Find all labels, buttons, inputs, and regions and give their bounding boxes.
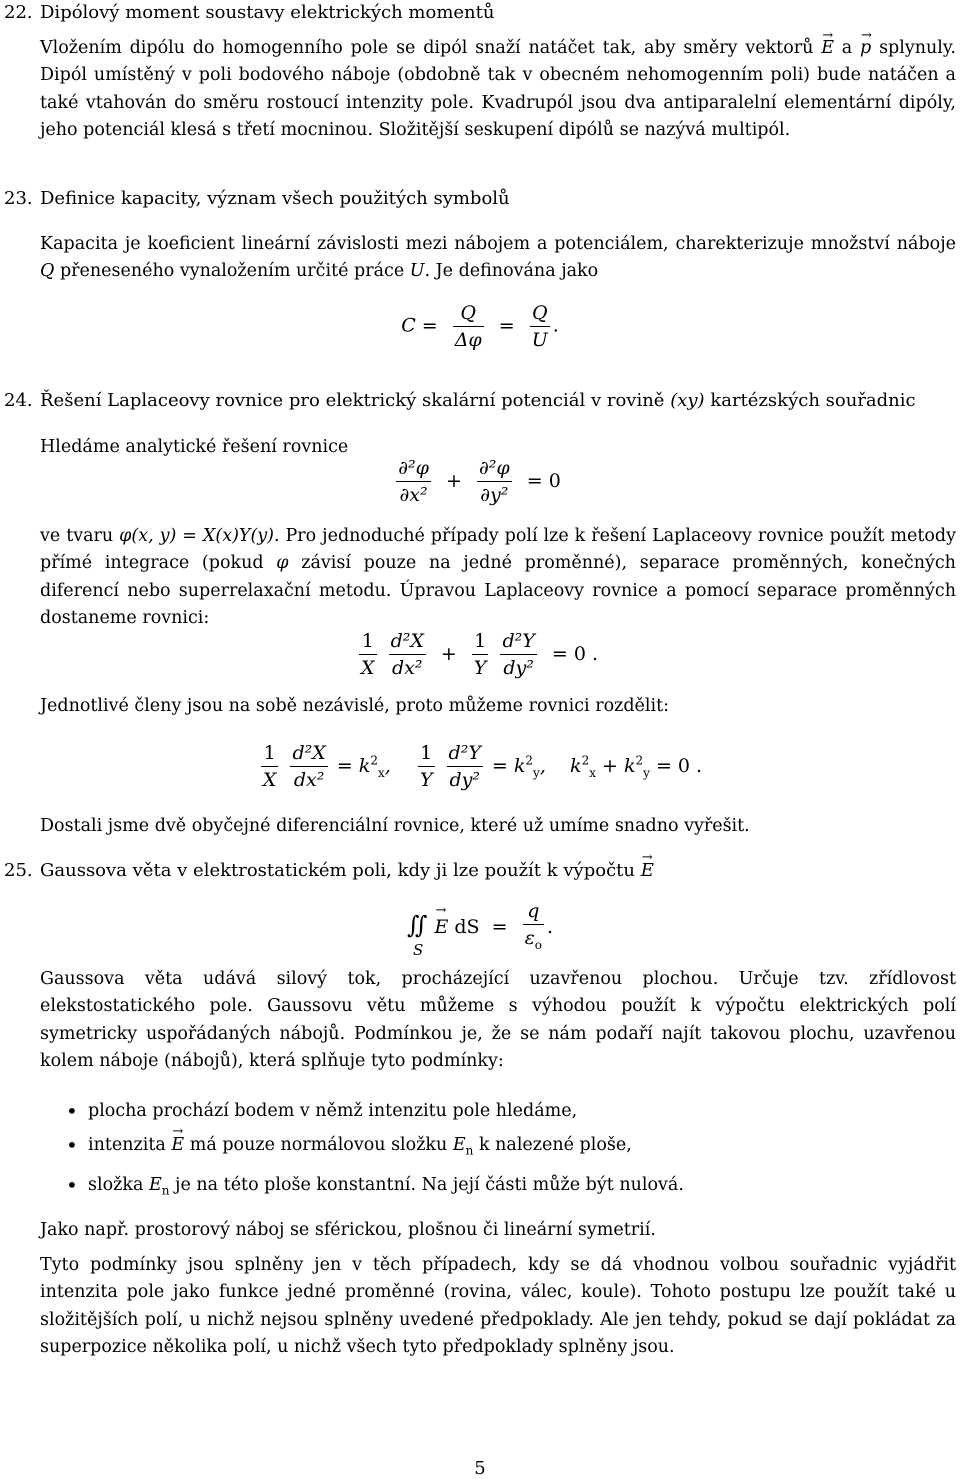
heading-22 [4, 0, 956, 26]
paragraph-24-end: Dostali jsme dvě obyčejné diferenciální rovnice, které už umíme snadno vyřešit. [40, 816, 750, 836]
gauss-equation: ∬ S → E dS = $\frac{q}{\varepsilon_o}$ . [0, 898, 960, 958]
heading-title: Dipólový moment soustavy elektrických momentů [40, 2, 495, 23]
laplace-equation: $\frac{\text{∂²φ}}{\text{∂x²}}$ + $\frac{\text{∂²φ}}{\text{∂y²}}$ = 0 [398, 457, 561, 506]
paragraph-24-split: Jednotlivé členy jsou na sobě nezávislé, proto můžeme rovnici rozdělit: [40, 696, 670, 716]
paragraph-25-conditions: Tyto podmínky jsou splněny jen v těch případech, kdy se dá vhodnou volbou souřadnic vyjádřit intenzita pole jako funkce jedné proměnné (rovina, válec, koule). Tohoto postupu lze použít také u složitějších polí, u nichž nejsou splněny uvedené předpoklady. Ale jen tehdy, pokud se dají pokládat za superpozice několika polí, u nichž všech tyto předpoklady splněny jsou. [40, 1255, 956, 1357]
capacity-equation: C = $\frac{Q}{\Delta\varphi}$ = $\frac{Q}{U}$ . [401, 302, 559, 351]
paragraph-23: Kapacita je koeficient lineární závislosti mezi nábojem a potenciálem, charekterizuje množství náboje Q přeneseného vynaložením určité práce U. Je definována jako [40, 234, 956, 282]
heading-23: 23. Definice kapacity, význam všech použitých symbolů [4, 188, 510, 209]
paragraph-24-intro: Hledáme analytické řešení rovnice [40, 437, 349, 457]
separated-equation: $\frac{1}{X}$ $\frac{\text{d²X}}{\text{dx²}}$ + $\frac{1}{Y}$ $\frac{\text{d²Y}}{\text{dy²}}$ = 0 . [360, 630, 598, 679]
paragraph-22: Vložením dipólu do homogenního pole se dipól snaží natáčet tak, aby směry vektorů → E a → p splynuly. Dipól umístěný v poli bodového náboje (obdobně tak v obecném nehomogenním poli) bude natáčen a také vtahován do směru rostoucí intenzity pole. Kvadrupól jsou dva antiparalelní elementární dipóly, jeho potenciál klesá s třetí mocninou. Složitější seskupení dipólů se nazývá multipól. [40, 35, 956, 144]
list-item: • intenzita → E má pouze normálovou složku $E_n$ k nalezené ploše, [40, 1128, 940, 1168]
vector-e: → E [821, 35, 834, 62]
paragraph-25: Gaussova věta udává silový tok, procházející uzavřenou plochou. Určuje tzv. zřídlovost elekstostatického pole. Gaussovu větu můžeme s výhodou použít k výpočtu elektrických polí symetricky uspořádaných nábojů. Podmínkou je, že se nám podaří najít takovou plochu, uzavřenou kolem náboje (nábojů), která splňuje tyto podmínky: [40, 969, 956, 1071]
heading-number: 22. [4, 2, 33, 23]
page-number: 5 [474, 1458, 486, 1479]
split-equations: $\frac{1}{X}$ $\frac{\text{d²X}}{\text{dx²}}$ = $k^2_x$, $\frac{1}{Y}$ $\frac{\text{d²Y}}{\text{dy²}}$ = $k^2_y$, $k^2_x + k^2_y = 0$ . [262, 742, 703, 791]
heading-24: 24. Řešení Laplaceovy rovnice pro elektrický skalární potenciál v rovině (xy) kartézských souřadnic [4, 390, 916, 411]
paragraph-24-body: ve tvaru φ(x, y) = X(x)Y(y). Pro jednoduché případy polí lze k řešení Laplaceovy rovnice použít metody přímé integrace (pokud φ závisí pouze na jedné proměnné), separace proměnných, konečných diferencí nebo superrelaxační metodu. Úpravou Laplaceovy rovnice a pomocí separace proměnných dostaneme rovnici: [40, 526, 957, 628]
heading-25: 25. Gaussova věta v elektrostatickém poli, kdy ji lze použít k výpočtu → E [4, 858, 956, 884]
vector-p: → p [860, 35, 871, 62]
conditions-list [40, 1094, 940, 1207]
list-item: • složka $E_n$ je na této ploše konstantní. Na její části může být nulová. [40, 1168, 940, 1208]
paragraph-25-example: Jako např. prostorový náboj se sférickou, plošnou či lineární symetrií. [40, 1220, 656, 1240]
list-item: • plocha prochází bodem v němž intenzitu pole hledáme, [40, 1094, 940, 1128]
